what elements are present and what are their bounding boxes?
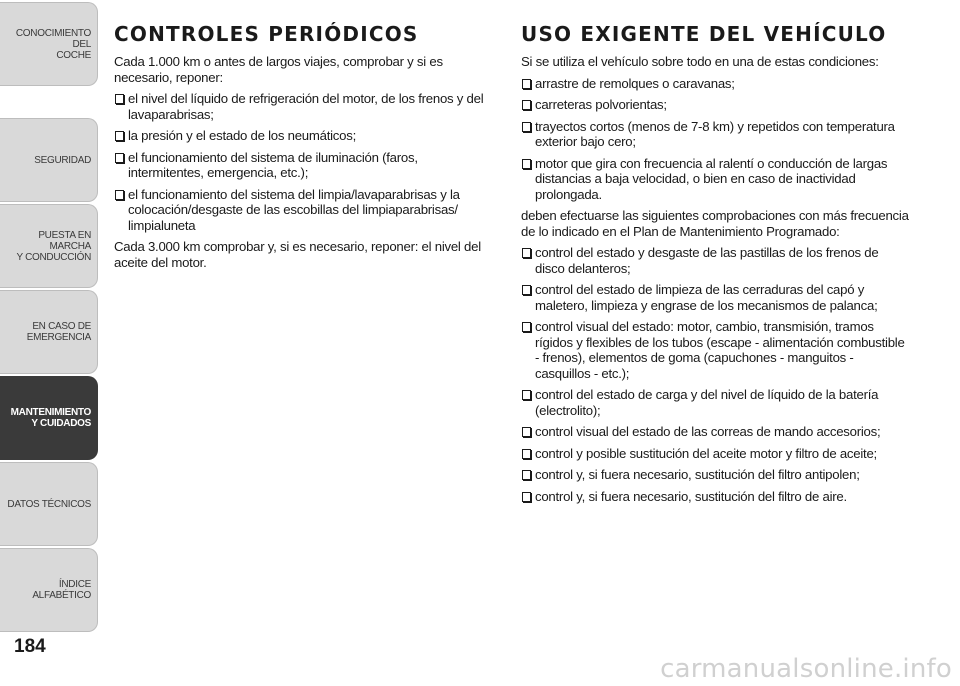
list-item <box>521 467 911 483</box>
tab-label: ÍNDICE ALFABÉTICO <box>32 579 91 601</box>
list-item-text: arrastre de remolques o caravanas; <box>535 75 735 91</box>
tab-label: EN CASO DE EMERGENCIA <box>26 321 91 343</box>
tab-label: CONOCIMIENTO DEL COCHE <box>15 27 91 61</box>
list-item <box>521 319 911 381</box>
list-item-text: el nivel del líquido de refrigeración del motor, de los frenos y del lavaparabrisas; <box>128 91 484 122</box>
list-item <box>521 76 911 92</box>
checks-list <box>521 245 911 504</box>
section-title: USO EXIGENTE DEL VEHÍCULO <box>521 22 887 46</box>
list-item-text: el funcionamiento del sistema del limpia/lavaparabrisas y la colocación/desgaste de las escobillas del limpiaparabrisas/ limpialuneta <box>128 186 460 233</box>
conditions-list <box>521 76 911 203</box>
tab-conocimiento-del-coche[interactable] <box>0 2 98 86</box>
tab-label: SEGURIDAD <box>34 154 91 166</box>
list-item <box>521 387 911 418</box>
list-item-text: carreteras polvorientas; <box>535 97 667 112</box>
list-item <box>521 424 911 440</box>
check-list <box>114 91 496 233</box>
checkbox-bullet-icon <box>522 449 531 459</box>
page-number: 184 <box>14 636 46 657</box>
list-item-text: control visual del estado: motor, cambio, transmisión, tramos rígidos y flexibles de los tubos (escape - alimentación combustible - frenos), elementos de goma (capuchones - manguitos - casquillos - etc.); <box>535 319 905 381</box>
tab-indice-alfabetico[interactable] <box>0 548 98 632</box>
list-item <box>114 91 496 122</box>
list-item-text: control del estado de limpieza de las cerraduras del capó y maletero, limpieza y engrase de los mecanismos de palanca; <box>535 282 878 313</box>
checkbox-bullet-icon <box>115 190 124 200</box>
intro-paragraph: Si se utiliza el vehículo sobre todo en una de estas condiciones: <box>521 54 879 69</box>
tab-en-caso-de-emergencia[interactable] <box>0 290 98 374</box>
outro-paragraph: Cada 3.000 km comprobar y, si es necesario, reponer: el nivel del aceite del motor. <box>114 239 481 270</box>
list-item <box>521 156 911 203</box>
list-item-text: trayectos cortos (menos de 7-8 km) y repetidos con temperatura exterior bajo cero; <box>535 118 895 149</box>
tab-seguridad[interactable] <box>0 118 98 202</box>
list-item <box>521 489 911 505</box>
list-item <box>521 245 911 276</box>
tab-puesta-en-marcha[interactable] <box>0 204 98 288</box>
checkbox-bullet-icon <box>522 322 531 332</box>
list-item-text: control del estado de carga y del nivel de líquido de la batería (electrolito); <box>535 387 879 418</box>
list-item-text: motor que gira con frecuencia al ralentí o conducción de largas distancias a baja velocidad, o bien en caso de inactividad prolongada. <box>535 155 888 202</box>
middle-paragraph: deben efectuarse las siguientes comprobaciones con más frecuencia de lo indicado en el Plan de Mantenimiento Programado: <box>521 208 909 239</box>
list-item-text: control y, si fuera necesario, sustitución del filtro antipolen; <box>535 467 860 482</box>
list-item <box>114 187 496 234</box>
checkbox-bullet-icon <box>115 94 124 104</box>
list-item <box>521 119 911 150</box>
list-item <box>114 128 496 144</box>
checkbox-bullet-icon <box>522 122 531 132</box>
watermark: carmanualsonline.info <box>660 654 952 684</box>
section-title: CONTROLES PERIÓDICOS <box>114 22 419 46</box>
tab-label: MANTENIMIENTO Y CUIDADOS <box>10 407 91 429</box>
checkbox-bullet-icon <box>522 248 531 258</box>
checkbox-bullet-icon <box>522 100 531 110</box>
list-item-text: control del estado y desgaste de las pastillas de los frenos de disco delanteros; <box>535 245 879 276</box>
list-item-text: control visual del estado de las correas de mando accesorios; <box>535 424 881 439</box>
list-item-text: la presión y el estado de los neumáticos; <box>128 128 356 143</box>
checkbox-bullet-icon <box>522 492 531 502</box>
tab-datos-tecnicos[interactable] <box>0 462 98 546</box>
section-controles-periodicos <box>114 22 496 270</box>
tab-mantenimiento[interactable] <box>0 376 98 460</box>
checkbox-bullet-icon <box>522 470 531 480</box>
tab-label: PUESTA EN MARCHA Y CONDUCCIÓN <box>16 229 91 263</box>
tab-label: DATOS TÉCNICOS <box>7 498 91 510</box>
checkbox-bullet-icon <box>522 390 531 400</box>
section-uso-exigente <box>521 22 911 510</box>
intro-paragraph: Cada 1.000 km o antes de largos viajes, comprobar y si es necesario, reponer: <box>114 54 443 85</box>
list-item-text: control y posible sustitución del aceite motor y filtro de aceite; <box>535 445 877 461</box>
list-item-text: control y, si fuera necesario, sustitución del filtro de aire. <box>535 488 847 504</box>
checkbox-bullet-icon <box>522 159 531 169</box>
list-item-text: el funcionamiento del sistema de iluminación (faros, intermitentes, emergencia, etc.); <box>128 149 418 180</box>
checkbox-bullet-icon <box>115 131 124 141</box>
list-item <box>114 150 496 181</box>
checkbox-bullet-icon <box>522 79 531 89</box>
checkbox-bullet-icon <box>115 153 124 163</box>
list-item <box>521 282 911 313</box>
checkbox-bullet-icon <box>522 427 531 437</box>
list-item <box>521 97 911 113</box>
checkbox-bullet-icon <box>522 285 531 295</box>
list-item <box>521 446 911 462</box>
